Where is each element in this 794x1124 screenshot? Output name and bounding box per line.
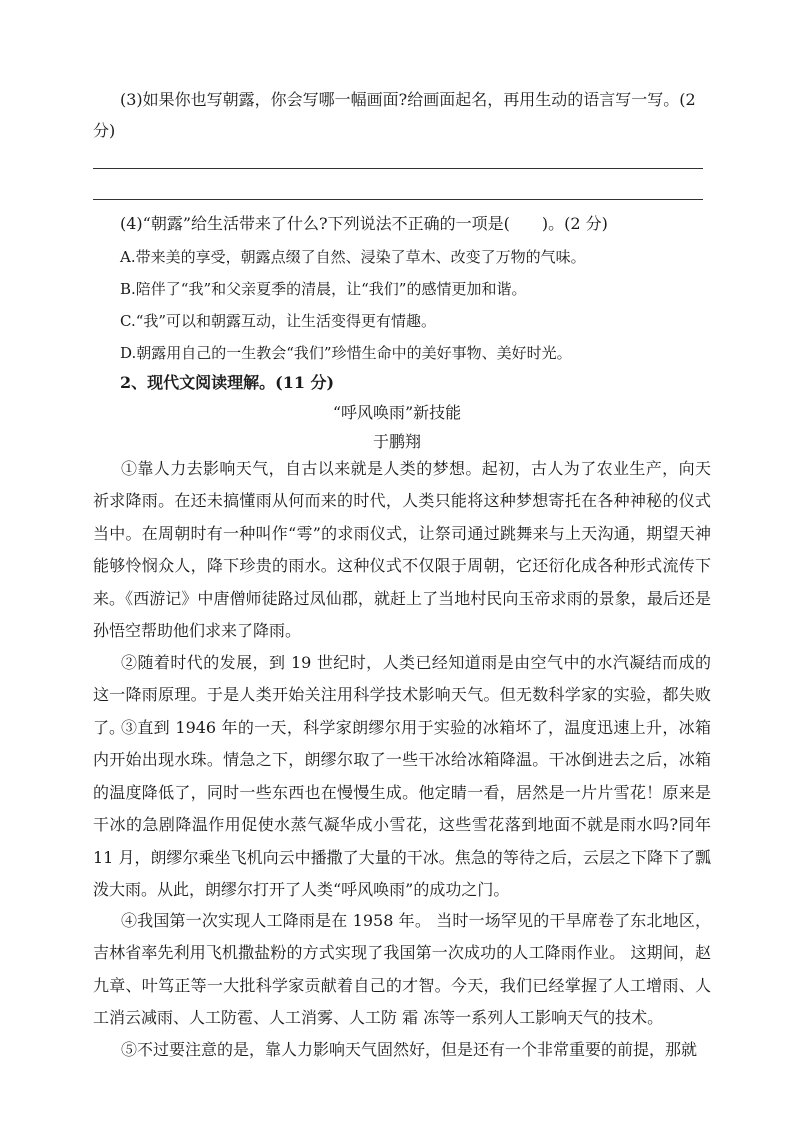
question-3-line1: (3)如果你也写朝露，你会写哪一幅画面?给画面起名，再用生动的语言写一写。(2 — [120, 90, 696, 109]
option-a: A.带来美的享受，朝露点缀了自然、浸染了草木、改变了万物的气味。 — [120, 248, 586, 266]
paragraph-2: ②随着时代的发展，到 19 世纪时，人类已经知道雨是由空气中的水汽凝结而成的这一降雨原理。于是人类开始关注用科学技术影响天气。但无数科学家的实验，都失败了。 — [93, 653, 711, 737]
article-author: 于鹏翔 — [372, 432, 421, 451]
paragraph-5: ⑤不过要注意的是，靠人力影响天气固然好，但是还有一个非常重要的前提，那就 — [121, 1040, 698, 1059]
option-d: D.朝露用自己的一生教会“我们”珍惜生命中的美好事物、美好时光。 — [120, 344, 572, 362]
answer-line-1[interactable] — [93, 168, 703, 169]
article-title: “呼风唤雨”新技能 — [332, 403, 462, 422]
option-c: C.“我”可以和朝露互动，让生活变得更有情趣。 — [120, 312, 437, 330]
paragraph-3: ③直到 1946 年的一天，科学家朗缪尔用于实验的冰箱坏了，温度迅速上升，冰箱内开始出现水珠。情急之下，朗缪尔取了一些干冰给冰箱降温。干冰倒进去之后，冰箱的温度降低了，同时一些东西也在慢慢生成。他定睛一看，居然是一片片雪花！原来是干冰的急剧降温作用促使水蒸气凝华成小雪花，这些雪花落到地面不就是雨水吗?同年 11 月，朗缪尔乘坐飞机向云中播撒了大量的干冰。焦急的等待之后，云层之下降下了瓢泼大雨。从此，朗缪尔打开了人类“呼风唤雨”的成功之门。 — [93, 718, 711, 900]
question-3-line2: 分) — [93, 121, 116, 140]
question-4-stem: (4)“朝露”给生活带来了什么?下列说法不正确的一项是( )。(2 分) — [120, 214, 608, 233]
paragraph-4: ④我国第一次实现人工降雨是在 1958 年。 当时一场罕见的干旱席卷了东北地区，吉林省率先利用飞机撒盐粉的方式实现了我国第一次成功的人工降雨作业。 这期间，赵九章、叶笃正等一大批科学家贡献着自己的才智。今天，我们已经掌握了人工增雨、人工消云减雨、人工防雹、人工消雾、人工防 霜 冻等一系列人工影响天气的技术。 — [93, 911, 711, 1028]
section-2-heading: 2、现代文阅读理解。(11 分) — [120, 373, 335, 392]
paragraph-1: ①靠人力去影响天气，自古以来就是人类的梦想。起初，古人为了农业生产，向天祈求降雨。在还未搞懂雨从何而来的时代，人类只能将这种梦想寄托在各种神秘的仪式当中。在周朝时有一种叫作“雩”的求雨仪式，让祭司通过跳舞来与上天沟通，期望天神能够怜悯众人，降下珍贵的雨水。这种仪式不仅限于周朝，它还衍化成各种形式流传下来。《西游记》中唐僧师徒路过凤仙郡，就赶上了当地村民向玉帝求雨的景象，最后还是孙悟空帮助他们求来了降雨。 — [93, 459, 711, 641]
answer-line-2[interactable] — [93, 199, 703, 200]
option-b: B.陪伴了“我”和父亲夏季的清晨，让“我们”的感情更加和谐。 — [120, 280, 527, 298]
